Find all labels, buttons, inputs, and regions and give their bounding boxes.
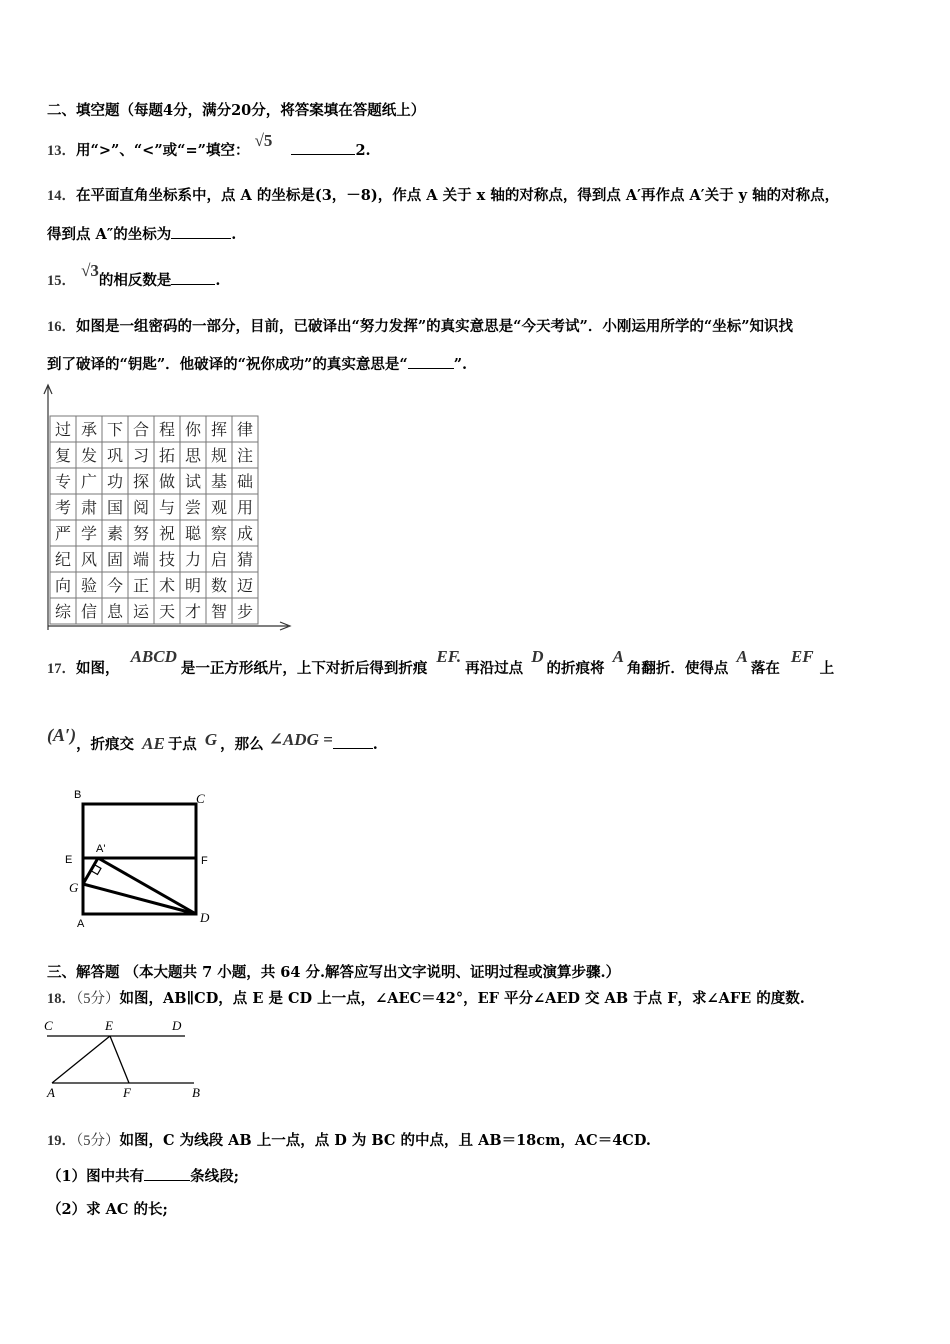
question-text: ，那么	[220, 736, 264, 753]
grid-char: 风	[80, 550, 98, 569]
question-text: 如图，AB∥CD，点 E 是 CD 上一点，∠AEC＝42°，EF 平分∠AED 交 AB 于点 F，求∠AFE 的度数.	[119, 990, 805, 1007]
grid-char: 祝	[158, 524, 176, 543]
label-a: A	[47, 1085, 55, 1100]
g-math: G	[204, 730, 218, 749]
question-14-line2	[47, 224, 236, 245]
grid-char: 向	[54, 576, 72, 595]
grid-char: 做	[158, 472, 176, 491]
grid-char: 迈	[236, 576, 254, 595]
grid-char: 程	[158, 420, 176, 439]
answer-blank[interactable]	[291, 140, 355, 155]
grid-char: 阅	[132, 498, 150, 517]
answer-blank[interactable]	[171, 270, 215, 285]
grid-char: 考	[54, 498, 72, 517]
question-15	[47, 261, 221, 291]
label-a: A	[77, 918, 85, 930]
label-f: F	[123, 1085, 131, 1100]
segment-ae	[52, 1036, 110, 1083]
question-tail: .	[215, 272, 221, 289]
label-a-prime: A'	[96, 843, 106, 855]
a-prime-math: (A′)	[47, 725, 77, 745]
question-number: 16．	[47, 319, 76, 335]
question-number: 13．	[47, 143, 76, 159]
ef-math: EF.	[436, 647, 462, 666]
grid-char: 与	[158, 498, 176, 517]
grid-char: 习	[132, 446, 150, 465]
section-3-heading: 三、解答题 （本大题共 7 小题，共 64 分.解答应写出文字说明、证明过程或演算步骤.）	[47, 964, 621, 981]
grid-char: 严	[54, 524, 72, 543]
question-14-line1	[47, 186, 839, 206]
part-text: 条线段;	[190, 1168, 239, 1185]
question-text: 得到点 A″的坐标为	[47, 226, 172, 243]
grid-char: 承	[80, 420, 98, 439]
grid-char: 天	[158, 602, 176, 621]
grid-char: 察	[210, 524, 228, 543]
grid-char: 技	[158, 550, 176, 569]
grid-char: 复	[54, 446, 72, 465]
label-b: B	[192, 1085, 200, 1100]
question-text: 上	[819, 660, 835, 677]
section-2-heading: 二、填空题（每题4分，满分20分，将答案填在答题纸上）	[47, 102, 426, 119]
grid-char: 固	[106, 550, 124, 569]
question-number: 15．	[47, 273, 76, 289]
segment-ef	[110, 1036, 129, 1083]
question-tail: 2.	[355, 142, 371, 159]
grid-char: 才	[184, 602, 202, 621]
parallel-lines-figure	[42, 1017, 212, 1099]
score: （5分）	[76, 1133, 120, 1149]
sqrt5-expression: √5	[254, 131, 273, 150]
grid-char: 数	[210, 576, 228, 595]
grid-char: 尝	[184, 498, 202, 517]
grid-char: 础	[236, 472, 254, 491]
question-number: 19．	[47, 1133, 76, 1149]
grid-char: 国	[106, 498, 124, 517]
grid-char: 启	[210, 550, 228, 569]
question-text: 的折痕将	[546, 660, 605, 677]
part-text: （2）求 AC 的长;	[47, 1201, 168, 1218]
question-tail: .	[231, 226, 237, 243]
label-c: C	[196, 791, 205, 806]
question-number: 14．	[47, 188, 76, 204]
grid-char: 试	[184, 472, 202, 491]
question-16-line2	[47, 354, 467, 375]
grid-char: 注	[236, 446, 254, 465]
grid-char: 运	[132, 602, 150, 621]
question-text: 于点	[167, 736, 197, 753]
question-text: 用“>”、“<”或“=”填空：	[76, 142, 250, 159]
label-c: C	[44, 1018, 53, 1033]
grid-char: 努	[132, 524, 150, 543]
grid-char: 步	[236, 602, 254, 621]
grid-char: 用	[236, 498, 254, 517]
grid-char: 拓	[158, 446, 176, 465]
grid-char: 规	[210, 446, 228, 465]
question-text: 再沿过点	[465, 660, 524, 677]
abcd-math: ABCD	[130, 647, 177, 666]
grid-char: 探	[132, 472, 150, 491]
grid-char: 端	[132, 550, 150, 569]
grid-char: 肃	[80, 498, 98, 517]
grid-char: 巩	[106, 446, 124, 465]
label-d: D	[200, 910, 210, 925]
question-19-part2	[47, 1200, 168, 1220]
grid-char: 挥	[210, 420, 228, 439]
grid-char: 术	[158, 576, 176, 595]
grid-char: 观	[210, 498, 228, 517]
a-math: A	[612, 647, 624, 666]
grid-char: 过	[54, 420, 72, 439]
label-e: E	[65, 854, 73, 866]
question-text: 在平面直角坐标系中，点 A 的坐标是(3，－8)，作点 A 关于 x 轴的对称点，得到点 A′再作点 A′关于 y 轴的对称点，	[76, 187, 840, 204]
question-text: 如图，	[76, 660, 120, 677]
a2-math: A	[736, 647, 748, 666]
grid-char: 基	[210, 472, 228, 491]
label-g: G	[69, 880, 79, 895]
grid-char: 息	[106, 602, 124, 621]
segment-g-a-prime	[83, 858, 98, 884]
label-b: B	[74, 789, 82, 801]
grid-char: 纪	[54, 550, 72, 569]
score: （5分）	[76, 991, 120, 1007]
grid-char: 合	[132, 420, 150, 439]
answer-blank[interactable]	[144, 1166, 190, 1181]
fold-line-gd	[83, 884, 196, 914]
question-tail: .	[372, 736, 378, 753]
grid-char: 猜	[236, 550, 254, 569]
label-d: D	[172, 1018, 182, 1033]
grid-char: 正	[132, 576, 150, 595]
part-text: （1）图中共有	[47, 1168, 145, 1185]
question-19	[47, 1131, 651, 1151]
grid-char: 明	[184, 576, 202, 595]
question-text: 角翻折．使得点	[626, 660, 729, 677]
question-text: 如图是一组密码的一部分，目前，已破译出“努力发挥”的真实意思是“今天考试”．小刚运用所学的“坐标”知识找	[76, 318, 794, 335]
question-number: 18．	[47, 991, 76, 1007]
grid-char: 力	[184, 550, 202, 569]
d-math: D	[531, 647, 544, 666]
grid-char: 下	[106, 420, 124, 439]
grid-char: 综	[54, 602, 72, 621]
question-17-line1	[47, 647, 835, 679]
grid-char: 学	[80, 524, 98, 543]
answer-blank[interactable]	[171, 224, 231, 239]
grid-cells	[50, 416, 258, 624]
grid-char: 发	[80, 446, 98, 465]
grid-char: 智	[210, 602, 228, 621]
ae-math: AE	[142, 734, 165, 753]
grid-char: 素	[106, 524, 124, 543]
grid-char: 思	[184, 446, 202, 465]
segment-a-prime-d	[98, 858, 196, 914]
question-number: 17．	[47, 661, 76, 677]
label-e: E	[105, 1018, 113, 1033]
sqrt3-expression: √3	[81, 261, 99, 280]
grid-char: 成	[236, 524, 254, 543]
grid-char: 信	[80, 602, 98, 621]
question-text: ，折痕交	[76, 736, 135, 753]
question-17-line2	[47, 725, 378, 755]
angle-adg-math: ∠ADG =	[268, 730, 333, 749]
grid-char: 验	[80, 576, 98, 595]
grid-char: 今	[106, 576, 124, 595]
answer-blank[interactable]	[333, 734, 373, 749]
grid-char: 律	[236, 420, 254, 439]
question-text: 到了破译的“钥匙”．他破译的“祝你成功”的真实意思是“	[47, 356, 408, 373]
answer-blank[interactable]	[408, 354, 454, 369]
question-text: 落在	[750, 660, 780, 677]
grid-char: 功	[106, 472, 124, 491]
question-18	[47, 989, 805, 1009]
question-text: 的相反数是	[98, 272, 172, 289]
question-13	[47, 131, 371, 161]
grid-char: 聪	[184, 524, 202, 543]
ef2-math: EF	[790, 647, 814, 666]
question-tail: ”.	[453, 356, 468, 373]
question-19-part1	[47, 1166, 239, 1187]
cipher-grid-figure	[40, 382, 300, 634]
grid-char: 你	[184, 420, 202, 439]
grid-char: 广	[80, 472, 98, 491]
question-16-line1	[47, 317, 793, 337]
question-text: 是一正方形纸片，上下对折后得到折痕	[180, 660, 428, 677]
square-fold-figure	[62, 786, 222, 931]
question-text: 如图，C 为线段 AB 上一点，点 D 为 BC 的中点，且 AB＝18cm，AC＝4CD.	[119, 1132, 651, 1149]
label-f: F	[201, 855, 208, 867]
grid-char: 专	[54, 472, 72, 491]
